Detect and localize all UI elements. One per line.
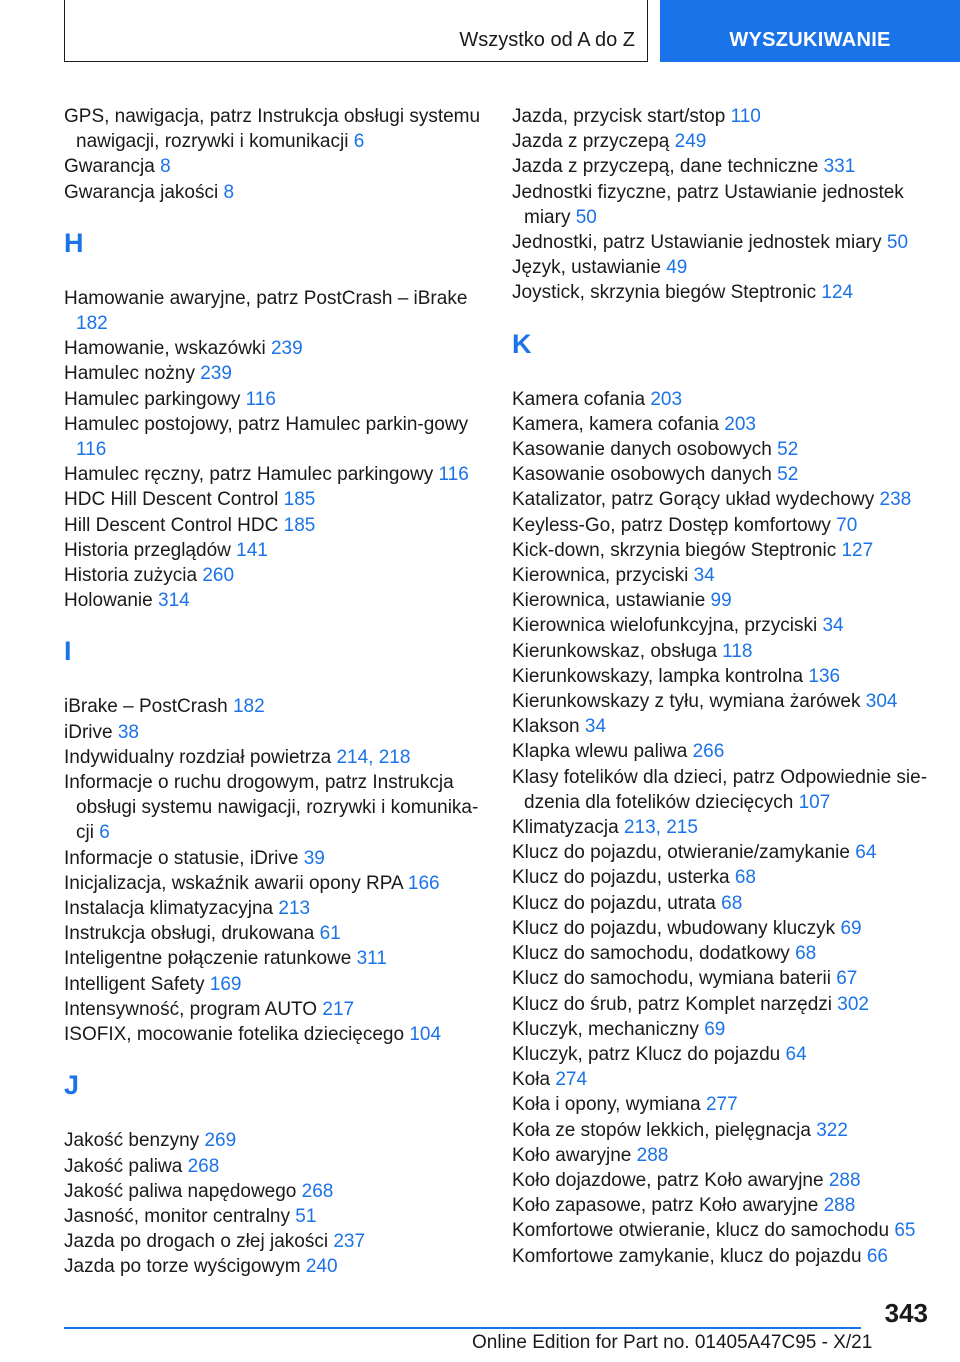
index-page-link[interactable]: 240: [305, 1256, 338, 1278]
index-entry-text: Kasowanie danych osobowych: [512, 439, 772, 461]
index-entry: [512, 104, 942, 129]
index-page-link[interactable]: 52: [777, 439, 799, 461]
index-entry-text: Informacje o statusie, iDrive: [64, 847, 299, 869]
index-page-link[interactable]: 52: [777, 464, 799, 486]
index-entry: [512, 1168, 942, 1193]
index-page-link[interactable]: 66: [866, 1245, 888, 1267]
index-entry: [64, 412, 494, 462]
footer-divider: [64, 1327, 861, 1329]
footer-text: Online Edition for Part no. 01405A47C95 - X/21: [472, 1332, 873, 1353]
index-page-link[interactable]: 8: [223, 181, 235, 203]
index-entry-text: Kierunkowskazy, lampka kontrolna: [512, 665, 804, 687]
index-entry-text: Kamera cofania: [512, 388, 646, 410]
index-entry: [512, 815, 942, 840]
index-entry-text: Komfortowe otwieranie, klucz do samochodu: [512, 1220, 890, 1242]
index-page-link[interactable]: 217: [322, 998, 355, 1020]
index-page-link[interactable]: 39: [303, 847, 325, 869]
index-page-link[interactable]: 51: [295, 1205, 317, 1227]
index-entry: [512, 639, 942, 664]
index-page-link[interactable]: 238: [879, 489, 912, 511]
index-page-link[interactable]: 65: [894, 1220, 916, 1242]
index-entry-text: Hamowanie, wskazówki: [64, 338, 266, 360]
index-page-link[interactable]: 34: [822, 615, 844, 637]
index-entry: [64, 513, 494, 538]
index-page-link[interactable]: 213: [278, 898, 311, 920]
index-entry: [64, 104, 494, 154]
index-entry: [64, 462, 494, 487]
index-entry-text: Koło awaryjne: [512, 1144, 632, 1166]
index-entry: [512, 1244, 942, 1269]
page-header: [64, 0, 960, 64]
index-entry-text: Instalacja klimatyzacyjna: [64, 898, 274, 920]
index-entry-text: Joystick, skrzynia biegów Steptronic: [512, 282, 817, 304]
index-entry-text: Jazda po drogach o złej jakości: [64, 1231, 329, 1253]
index-entry: [64, 921, 494, 946]
index-entry: [512, 1118, 942, 1143]
index-entry-text: Hamulec parkingowy: [64, 388, 241, 410]
index-entry: [512, 588, 942, 613]
index-entry-text: Indywidualny rozdział powietrza: [64, 746, 332, 768]
index-entry: [512, 1218, 942, 1243]
index-entry: [64, 1154, 494, 1179]
index-page-link[interactable]: 110: [730, 106, 761, 127]
index-entry-text: Jazda z przyczepą, dane techniczne: [512, 156, 819, 178]
index-page-link[interactable]: 34: [584, 716, 607, 738]
index-page-link[interactable]: 266: [692, 741, 725, 763]
index-entry: [512, 1092, 942, 1117]
index-entry: [64, 946, 494, 971]
index-page-link[interactable]: 34: [693, 565, 715, 587]
index-page-link[interactable]: 288: [636, 1144, 669, 1166]
index-entry-text: Klimatyzacja: [512, 817, 619, 839]
index-entry-text: Koło zapasowe, patrz Koło awaryjne: [512, 1195, 819, 1217]
index-entry-text: Kierownica wielofunkcyjna, przyciski: [512, 615, 818, 637]
index-entry-text: Hill Descent Control HDC: [64, 514, 279, 536]
index-entry: [512, 966, 942, 991]
index-entry: [64, 720, 494, 745]
index-entry: [512, 765, 942, 815]
index-entry: [64, 487, 494, 512]
index-page-link[interactable]: 268: [301, 1180, 334, 1202]
index-letter-heading: J: [64, 1070, 80, 1101]
index-entry: [64, 1254, 494, 1279]
index-page-link[interactable]: 185: [283, 514, 316, 536]
index-entry-text: Jakość paliwa: [64, 1155, 183, 1177]
index-page-link[interactable]: 331: [823, 156, 856, 178]
index-entry-text: Kierunkowskaz, obsługa: [512, 640, 717, 662]
index-entry-text: Jazda z przyczepą: [512, 131, 670, 153]
index-page-link[interactable]: 237: [333, 1231, 366, 1253]
index-entry: [64, 896, 494, 921]
index-page-link[interactable]: 68: [734, 867, 756, 889]
index-entry-text: ISOFIX, mocowanie fotelika dziecięcego: [64, 1024, 405, 1046]
index-entry-text: GPS, nawigacja, patrz Instrukcja obsługi systemu nawigacji, rozrywki i komunikacji: [64, 106, 481, 153]
index-page-link[interactable]: 38: [117, 721, 139, 743]
index-entry-text: Kluczyk, patrz Klucz do pojazdu: [512, 1043, 781, 1065]
index-page-link[interactable]: 185: [283, 489, 316, 511]
index-entry: [64, 286, 494, 336]
index-entry: [512, 689, 942, 714]
index-entry-text: iDrive: [64, 721, 113, 743]
section-title: Wszystko od A do Z: [459, 29, 635, 51]
index-entry-text: Kick-down, skrzynia biegów Steptronic: [512, 539, 837, 561]
index-entry: [64, 1229, 494, 1254]
index-entry-text: Intelligent Safety: [64, 973, 205, 995]
index-entry: [512, 487, 942, 512]
index-entry-text: Klucz do samochodu, dodatkowy: [512, 943, 790, 965]
index-page-link[interactable]: 69: [704, 1018, 726, 1040]
index-entry-text: Kamera, kamera cofania: [512, 413, 719, 435]
index-page-link[interactable]: 49: [666, 257, 688, 279]
index-page-link[interactable]: 50: [575, 206, 597, 228]
index-entry: [64, 770, 494, 846]
index-entry-text: Klasy fotelików dla dzieci, patrz Odpowiednie sie-dzenia dla fotelików dziecięcych: [512, 766, 928, 813]
index-page-link[interactable]: 166: [407, 872, 440, 894]
index-page-link[interactable]: 274: [555, 1069, 588, 1091]
index-entry: [512, 563, 942, 588]
index-entry: [64, 1022, 494, 1047]
index-entry-text: Hamowanie awaryjne, patrz PostCrash – iBrake: [64, 287, 468, 309]
index-page-link[interactable]: 104: [409, 1024, 442, 1046]
index-entry-text: Instrukcja obsługi, drukowana: [64, 923, 315, 945]
index-entry: [64, 387, 494, 412]
index-page-link[interactable]: 67: [836, 968, 858, 990]
index-page-link[interactable]: 269: [204, 1130, 237, 1152]
index-entry: [512, 941, 942, 966]
index-page-link[interactable]: 68: [721, 892, 743, 914]
index-entry: [64, 538, 494, 563]
index-page-link[interactable]: 213, 215: [623, 817, 698, 839]
index-page-link[interactable]: 314: [158, 590, 190, 612]
index-entry: [512, 1042, 942, 1067]
index-entry-text: Hamulec postojowy, patrz Hamulec parkin-gowy: [64, 413, 469, 435]
index-page-link[interactable]: 6: [99, 822, 110, 844]
index-page-link[interactable]: 277: [705, 1094, 738, 1116]
index-entry: [512, 739, 942, 764]
index-entry: [64, 1128, 494, 1153]
index-page-link[interactable]: 302: [837, 993, 869, 1015]
index-entry-text: Jazda po torze wyścigowym: [64, 1256, 301, 1278]
index-entry-text: Jakość paliwa napędowego: [64, 1180, 297, 1202]
index-entry-text: Klucz do samochodu, wymiana baterii: [512, 968, 831, 990]
index-entry: [512, 714, 942, 739]
index-entry-text: Jakość benzyny: [64, 1130, 200, 1152]
index-entry: [512, 891, 942, 916]
index-page-link[interactable]: 64: [785, 1043, 807, 1065]
index-entry-text: Jazda, przycisk start/stop: [512, 106, 726, 127]
index-page-link[interactable]: 61: [319, 923, 341, 945]
index-entry: [512, 664, 942, 689]
index-page-link[interactable]: 99: [710, 590, 732, 612]
index-entry: [512, 1193, 942, 1218]
index-entry-text: Koło dojazdowe, patrz Koło awaryjne: [512, 1169, 824, 1191]
index-entry: [512, 230, 942, 255]
index-entry-text: Historia zużycia: [64, 565, 198, 587]
index-page-link[interactable]: 214, 218: [336, 746, 411, 768]
index-letter-heading: H: [64, 227, 84, 258]
index-page-link[interactable]: 268: [187, 1155, 220, 1177]
index-page-link[interactable]: 203: [724, 413, 756, 435]
index-entry-text: Koła ze stopów lekkich, pielęgnacja: [512, 1119, 811, 1141]
index-entry-text: Hamulec nożny: [64, 363, 195, 385]
index-entry: [64, 361, 494, 386]
index-entry: [512, 865, 942, 890]
index-page-link[interactable]: 182: [76, 313, 108, 335]
index-entry: [512, 462, 942, 487]
index-entry: [512, 129, 942, 154]
index-entry-text: Historia przeglądów: [64, 539, 231, 561]
index-entry-text: Intensywność, program AUTO: [64, 998, 318, 1020]
index-entry: [64, 1179, 494, 1204]
index-entry-text: Jednostki, patrz Ustawianie jednostek miary: [512, 232, 882, 254]
index-entry: [512, 992, 942, 1017]
index-page-link[interactable]: 288: [828, 1169, 861, 1191]
index-entry: [512, 154, 942, 179]
index-entry: [512, 1143, 942, 1168]
index-entry-text: Koła: [512, 1069, 551, 1091]
index-entry-text: Klucz do pojazdu, wbudowany kluczyk: [512, 917, 836, 939]
index-entry: [512, 180, 942, 230]
search-tab[interactable]: [660, 0, 960, 62]
index-entry: [64, 972, 494, 997]
index-page-link[interactable]: 169: [209, 973, 242, 995]
index-entry-text: Kierunkowskazy z tyłu, wymiana żarówek: [512, 691, 861, 713]
index-page-link[interactable]: 69: [840, 917, 862, 939]
index-page-link[interactable]: 288: [823, 1195, 856, 1217]
index-entry-text: Kierownica, przyciski: [512, 565, 689, 587]
search-tab-label: WYSZUKIWANIE: [729, 29, 891, 51]
index-entry: [512, 1017, 942, 1042]
index-entry: [64, 694, 494, 719]
index-entry-text: Keyless-Go, patrz Dostęp komfortowy: [512, 514, 831, 536]
page-number: 343: [884, 1298, 928, 1328]
index-entry: [64, 1204, 494, 1229]
index-entry: [512, 513, 942, 538]
index-entry-text: iBrake – PostCrash: [64, 696, 228, 718]
index-entry-text: HDC Hill Descent Control: [64, 489, 279, 511]
index-entry-text: Klucz do pojazdu, otwieranie/zamykanie: [512, 842, 850, 864]
index-letter-heading: I: [64, 636, 72, 667]
index-entry-text: Klucz do pojazdu, usterka: [512, 867, 730, 889]
index-entry-text: Jasność, monitor centralny: [64, 1205, 290, 1227]
index-entry-text: Gwarancja jakości: [64, 181, 219, 203]
index-entry-text: Holowanie: [64, 590, 153, 612]
index-page-link[interactable]: 118: [722, 640, 753, 662]
index-entry: [64, 846, 494, 871]
index-page-link[interactable]: 6: [353, 131, 365, 153]
index-entry: [512, 387, 942, 412]
index-entry-text: Hamulec ręczny, patrz Hamulec parkingowy: [64, 464, 434, 486]
index-entry-text: Jednostki fizyczne, patrz Ustawianie jednostek miary: [512, 181, 904, 228]
index-page-link[interactable]: 116: [438, 464, 469, 486]
index-page-link[interactable]: 260: [202, 565, 235, 587]
index-entry: [64, 997, 494, 1022]
index-entry: [512, 840, 942, 865]
index-page-link[interactable]: 203: [650, 388, 683, 410]
index-entry-text: Katalizator, patrz Gorący układ wydechowy: [512, 489, 875, 511]
index-page-link[interactable]: 322: [816, 1119, 848, 1141]
index-page-link[interactable]: 311: [356, 948, 387, 970]
index-entry-text: Inteligentne połączenie ratunkowe: [64, 948, 352, 970]
index-page-link[interactable]: 116: [245, 388, 276, 410]
index-entry: [64, 588, 494, 613]
index-page-link[interactable]: 249: [674, 131, 707, 153]
index-letter-heading: K: [512, 328, 532, 359]
index-page-link[interactable]: 141: [236, 539, 268, 561]
index-entry-text: Kasowanie osobowych danych: [512, 464, 772, 486]
index-entry-text: Klucz do pojazdu, utrata: [512, 892, 716, 914]
index-entry: [64, 745, 494, 770]
index-page-link[interactable]: 8: [160, 156, 171, 178]
section-title-box: [64, 0, 648, 62]
index-entry: [512, 280, 942, 305]
index-entry: [512, 255, 942, 280]
index-entry-text: Komfortowe zamykanie, klucz do pojazdu: [512, 1245, 862, 1267]
index-column-left: [64, 104, 494, 1280]
index-page-link[interactable]: 116: [76, 439, 107, 461]
index-entry-text: Język, ustawianie: [512, 257, 661, 279]
index-page-link[interactable]: 304: [865, 691, 898, 713]
index-entry-text: Klakson: [512, 716, 580, 738]
index-entry-text: Koła i opony, wymiana: [512, 1094, 701, 1116]
index-column-right: [512, 104, 942, 1269]
index-entry: [512, 412, 942, 437]
index-page-link[interactable]: 239: [200, 363, 232, 385]
index-page-link[interactable]: 127: [841, 539, 874, 561]
index-page-link[interactable]: 64: [855, 842, 877, 864]
index-entry-text: Klapka wlewu paliwa: [512, 741, 688, 763]
index-entry: [64, 180, 494, 205]
index-page-link[interactable]: 70: [836, 514, 858, 536]
index-page-link[interactable]: 124: [821, 282, 854, 304]
index-entry: [512, 613, 942, 638]
index-entry: [512, 916, 942, 941]
index-entry-text: Inicjalizacja, wskaźnik awarii opony RPA: [64, 872, 403, 894]
index-page-link[interactable]: 239: [270, 338, 303, 360]
index-entry: [64, 563, 494, 588]
index-page-link[interactable]: 50: [886, 232, 909, 254]
index-page-link[interactable]: 68: [795, 943, 817, 965]
index-entry-text: Informacje o ruchu drogowym, patrz Instrukcja obsługi systemu nawigacji, rozrywki i komunika-cji: [64, 772, 479, 844]
index-entry-text: Kluczyk, mechaniczny: [512, 1018, 699, 1040]
index-page-link[interactable]: 136: [808, 665, 841, 687]
index-entry: [512, 437, 942, 462]
index-page-link[interactable]: 107: [798, 791, 831, 813]
index-entry: [64, 154, 494, 179]
index-entry: [64, 871, 494, 896]
index-page-link[interactable]: 182: [232, 696, 265, 718]
index-entry-text: Klucz do śrub, patrz Komplet narzędzi: [512, 993, 832, 1015]
index-entry-text: Gwarancja: [64, 156, 155, 178]
index-entry: [512, 1067, 942, 1092]
index-entry-text: Kierownica, ustawianie: [512, 590, 706, 612]
index-entry: [512, 538, 942, 563]
index-entry: [64, 336, 494, 361]
